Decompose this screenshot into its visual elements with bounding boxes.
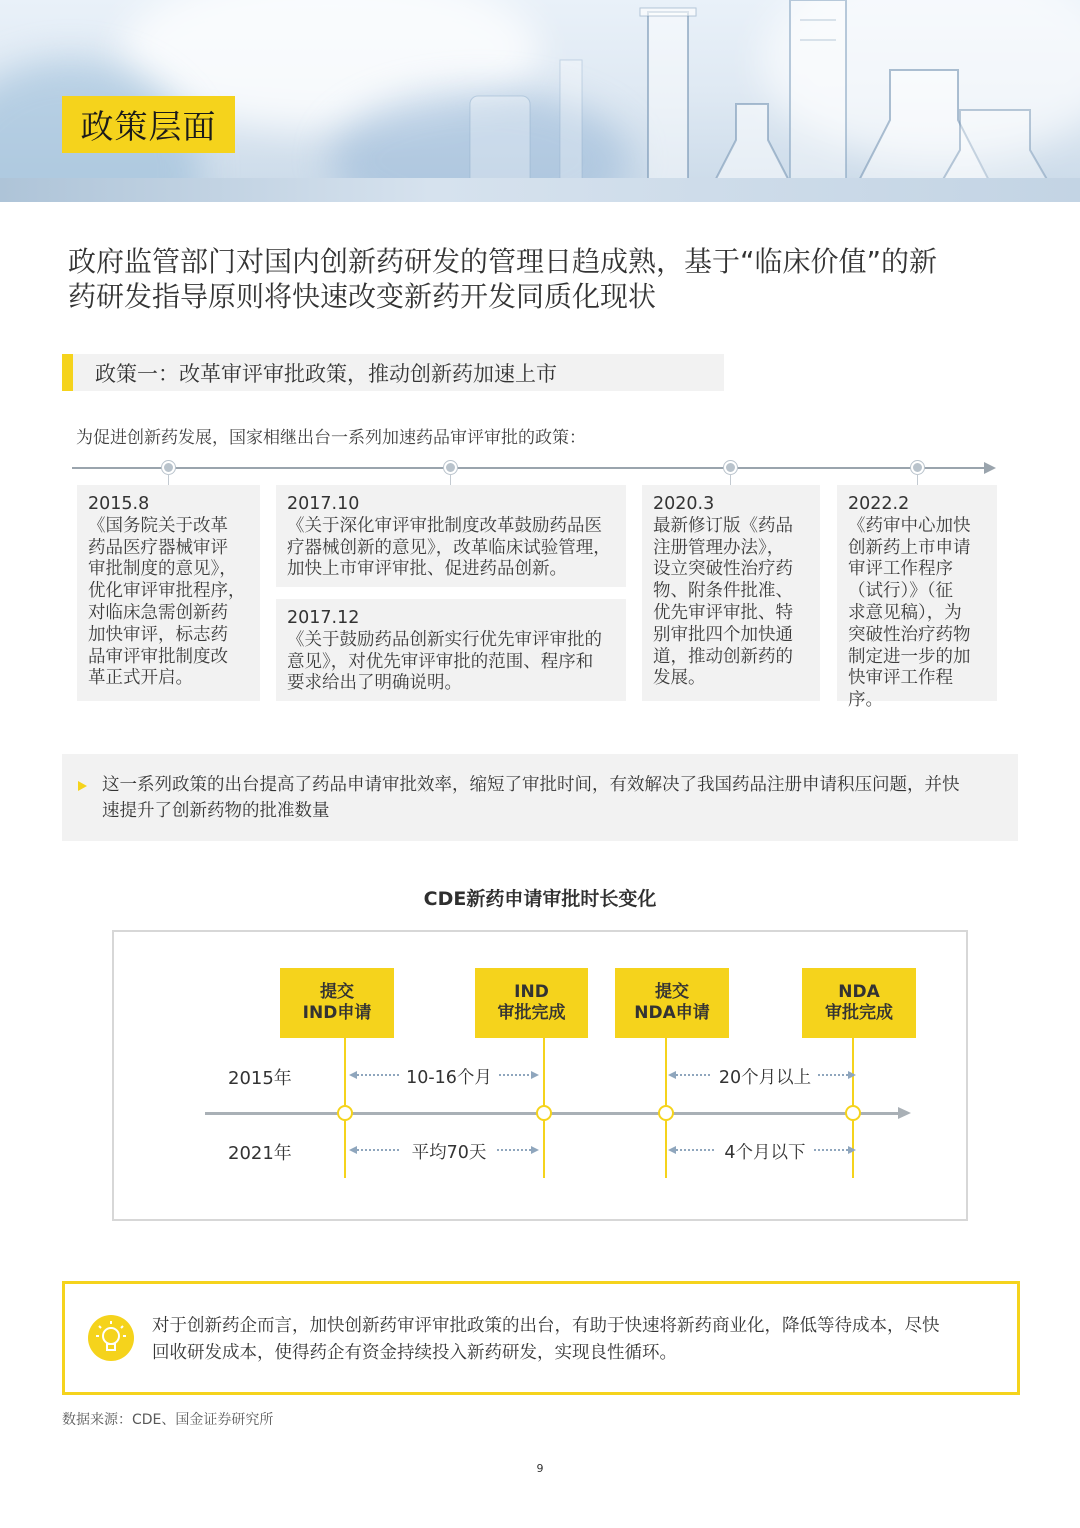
timeline-date: 2017.12	[287, 608, 360, 628]
nda-duration-2015: 20个月以上	[718, 1068, 812, 1088]
timeline-date: 2015.8	[88, 494, 150, 514]
section-title-bar	[62, 354, 724, 391]
timeline-text-line: 《关于鼓励药品创新实行优先审评审批的	[287, 629, 602, 650]
timeline-text-line: 优化审评审批程序，	[88, 581, 246, 602]
timeline-dot	[911, 461, 924, 474]
stage-label: NDA	[838, 982, 880, 1002]
stage-submit-ind	[280, 968, 394, 1038]
timeline-date: 2017.10	[287, 494, 360, 514]
intro-text: 为促进创新药发展，国家相继出台一系列加速药品审评审批的政策：	[76, 428, 586, 448]
conclusion-note	[62, 754, 1018, 841]
timeline-card-2017-12	[276, 599, 626, 701]
timeline-text-line: 创新药上市申请	[848, 537, 971, 558]
timeline-card-2020-3	[642, 485, 820, 701]
stage-label: 审批完成	[497, 1003, 566, 1023]
timeline-text-line: 加快上市审评审批、促进药品创新。	[287, 559, 567, 580]
insight-text	[152, 1313, 997, 1367]
timeline-text-line: 审评工作程序	[848, 559, 953, 580]
timeline-card-2022-2	[837, 485, 997, 711]
timeline-text-line: 设立突破性治疗药	[653, 559, 793, 580]
timeline-text-line: 突破性治疗药物	[848, 624, 971, 645]
timeline-card-2017-10	[276, 485, 626, 587]
row-year-2021: 2021年	[228, 1143, 292, 1164]
timeline-text-line: 优先审评审批、特	[653, 602, 793, 623]
axis-arrow-icon	[898, 1107, 911, 1119]
triangle-bullet-icon	[78, 781, 87, 791]
section-title: 政策一：改革审评审批政策，推动创新药加速上市	[95, 361, 557, 386]
timeline-dot	[444, 461, 457, 474]
ind-duration-2015: 10-16个月	[406, 1068, 492, 1088]
timeline-text-line: 要求给出了明确说明。	[287, 673, 462, 694]
timeline-text-line: 对临床急需创新药	[88, 602, 228, 623]
stage-ind-approved	[475, 968, 588, 1038]
timeline-text-line: 加快审评，标志药	[88, 624, 228, 645]
timeline-text-line: 《国务院关于改革	[88, 515, 228, 536]
timeline-text-line: 革正式开启。	[88, 668, 193, 689]
note-line: 速提升了创新药物的批准数量	[102, 801, 330, 821]
timeline-axis	[72, 467, 990, 469]
timeline-text-line: 审批制度的意见》，	[88, 559, 237, 580]
timeline-arrow-icon	[984, 462, 996, 474]
lightbulb-icon	[88, 1315, 134, 1361]
timeline-text-line: 物、附条件批准、	[653, 581, 793, 602]
insight-line: 回收研发成本，使得药企有资金持续投入新药研发，实现良性循环。	[152, 1343, 677, 1363]
timeline-date: 2022.2	[848, 494, 910, 514]
data-source: 数据来源：CDE、国金证券研究所	[62, 1412, 274, 1428]
timeline-text-line: 快审评工作程序。	[848, 668, 953, 711]
stage-node	[337, 1105, 353, 1121]
timeline-text-line: 疗器械创新的意见》，改革临床试验管理，	[287, 537, 611, 558]
nda-duration-2021: 4个月以下	[724, 1143, 806, 1163]
page-headline	[68, 244, 1018, 314]
right-arrow-icon	[814, 1145, 856, 1155]
stage-submit-nda	[615, 968, 729, 1038]
timeline-text-line: 发展。	[653, 668, 706, 689]
stage-node	[658, 1105, 674, 1121]
left-arrow-icon	[668, 1070, 712, 1080]
left-arrow-icon	[349, 1070, 399, 1080]
right-arrow-icon	[497, 1145, 539, 1155]
stage-label: 提交	[320, 982, 354, 1002]
timeline-text-line: 《关于深化审评审批制度改革鼓励药品医	[287, 515, 602, 536]
left-arrow-icon	[668, 1145, 716, 1155]
timeline-text-line: 别审批四个加快通	[653, 624, 793, 645]
timeline-text-line: 道，推动创新药的	[653, 646, 793, 667]
timeline-text-line: 意见》，对优先审评审批的范围、程序和	[287, 651, 594, 672]
ind-duration-2021: 平均70天	[411, 1143, 487, 1163]
note-line: 这一系列政策的出台提高了药品申请审批效率，缩短了审批时间，有效解决了我国药品注册申请积压问题，并快	[102, 775, 960, 795]
timeline-card-2015-8	[77, 485, 260, 701]
timeline-text-line: 最新修订版《药品	[653, 515, 793, 536]
timeline-text-line: 药品医疗器械审评	[88, 537, 228, 558]
timeline-dot	[162, 461, 175, 474]
chart-title: CDE新药申请审批时长变化	[423, 888, 657, 910]
headline-line: 政府监管部门对国内创新药研发的管理日趋成熟，基于“临床价值”的新	[68, 245, 938, 278]
stage-label: 审批完成	[825, 1003, 893, 1023]
left-arrow-icon	[349, 1145, 401, 1155]
row-year-2015: 2015年	[228, 1068, 292, 1089]
stage-node	[536, 1105, 552, 1121]
stage-nda-approved	[802, 968, 916, 1038]
stage-node	[845, 1105, 861, 1121]
stage-label: NDA申请	[634, 1003, 710, 1023]
section-tag: 政策层面	[62, 96, 235, 153]
timeline-date: 2020.3	[653, 494, 715, 514]
right-arrow-icon	[499, 1070, 539, 1080]
headline-line: 药研发指导原则将快速改变新药开发同质化现状	[68, 280, 657, 313]
timeline-text-line: 求意见稿），为	[848, 602, 962, 623]
timeline-text-line: 制定进一步的加	[848, 646, 971, 667]
stage-label: IND	[514, 982, 549, 1002]
stage-label: 提交	[655, 982, 689, 1002]
timeline-dot	[724, 461, 737, 474]
insight-line: 对于创新药企而言，加快创新药审评审批政策的出台，有助于快速将新药商业化，降低等待成本，尽快	[152, 1316, 940, 1336]
timeline-text-line: （试行）》（征	[848, 581, 953, 602]
stage-label: IND申请	[302, 1003, 372, 1023]
timeline-text-line: 注册管理办法》，	[653, 537, 785, 558]
timeline-text-line: 品审评审批制度改	[88, 646, 228, 667]
page-number: 9	[536, 1462, 544, 1475]
process-axis	[205, 1112, 901, 1115]
timeline-text-line: 《药审中心加快	[848, 515, 971, 536]
right-arrow-icon	[818, 1070, 856, 1080]
